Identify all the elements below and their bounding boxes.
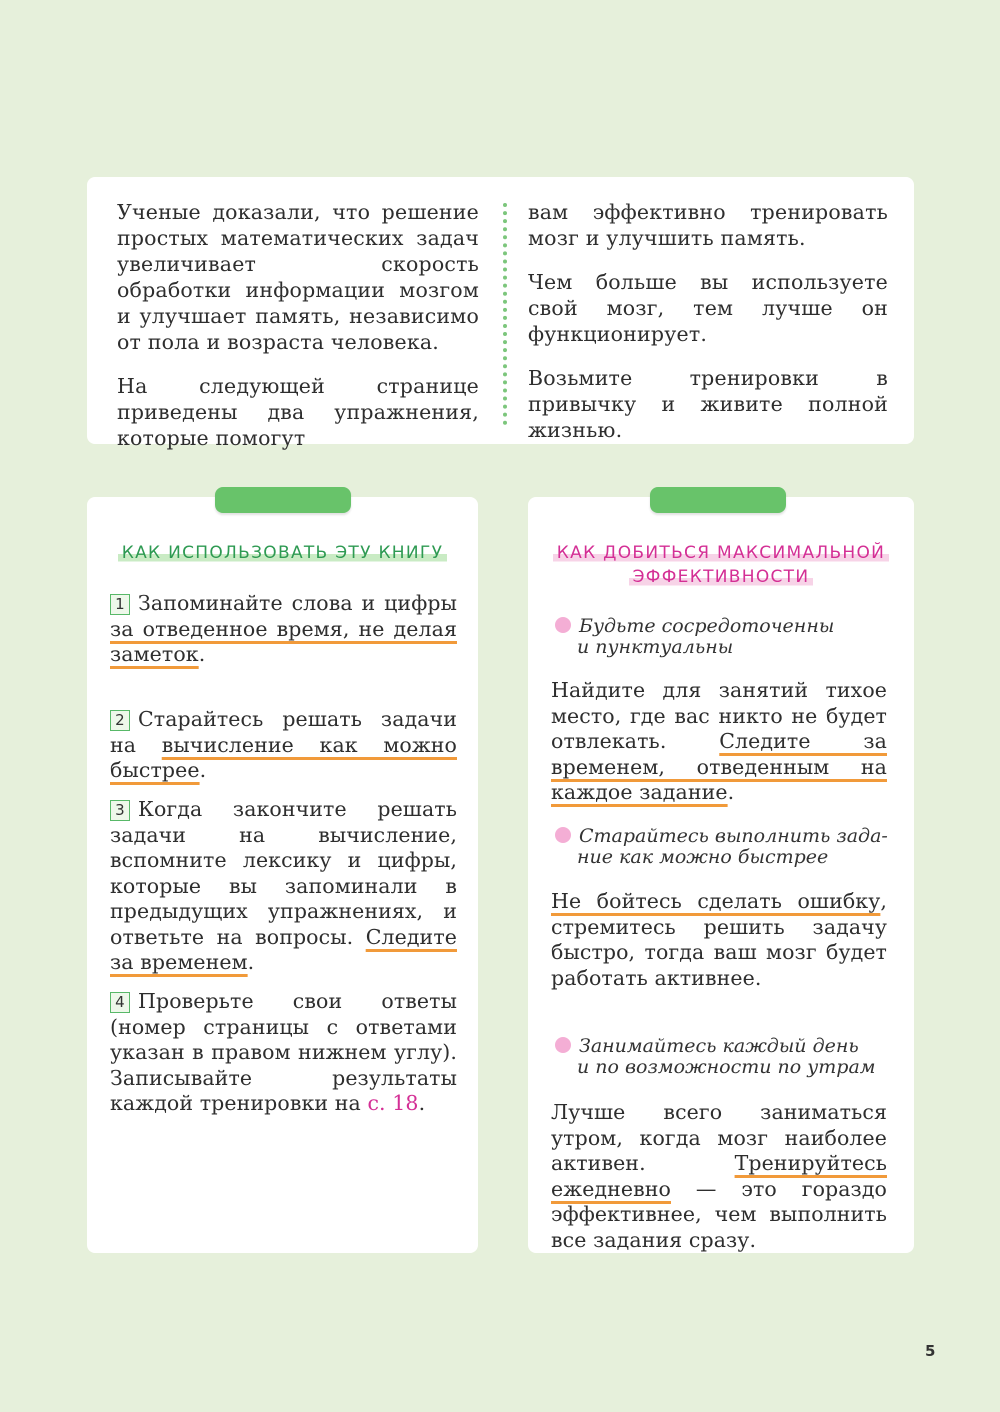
step-item: 4 Проверьте свои ответы (номер страницы с ответами указан в правом нижнем углу). Записывайте результаты каждой тренировки на с. 18. [110,989,457,1115]
highlight: Следите за временем, отведенным на каждое задание [551,729,887,804]
card-tab [650,487,786,513]
intro-card [87,177,914,450]
tip-title: Будьте сосредоточенны и пунктуальны [555,616,895,658]
how-to-use-card [87,497,478,1253]
column-divider [503,203,507,425]
bullet-dot-icon [555,1037,571,1053]
page-link[interactable]: с. 18 [367,1091,419,1115]
tip-title: Старайтесь выполнить зада- ние как можно быстрее [555,826,895,868]
highlight: Следите за временем [110,924,457,974]
intro-paragraph: вам эффективно тренировать мозг и улучшить память. [528,200,888,250]
max-effect-heading: КАК ДОБИТЬСЯ МАКСИМАЛЬНОЙ ЭФФЕКТИВНОСТИ [528,541,914,589]
step-item: 3 Когда закончите решать задачи на вычисление, вспомните лексику и цифры, которые вы запоминали в предыдущих упражнениях, и ответьте на вопросы. Следите за временем. [110,797,457,974]
intro-paragraph: На следующей странице приведены два упражнения, которые помогут [117,374,479,450]
highlight: за отведенное время, не делая заметок [110,616,457,666]
card-tab [215,487,351,513]
tip-text: Не бойтесь сделать ошибку, стремитесь решить задачу быстро, тогда ваш мозг будет работать активнее. [551,889,887,990]
page-number: 5 [925,1342,936,1360]
bullet-dot-icon [555,827,571,843]
highlight: Не бойтесь сделать ошибку [551,889,881,913]
step-number: 2 [110,710,130,731]
tip-text: Найдите для занятий тихое место, где вас никто не будет отвлекать. Следите за временем, отведенным на каждое задание. [551,678,887,804]
intro-left-column [117,199,479,469]
tip-title: Занимайтесь каждый день и по возможности по утрам [555,1036,895,1078]
bullet-dot-icon [555,617,571,633]
step-item: 2 Старайтесь решать задачи на вычисление как можно быстрее. [110,707,457,782]
step-number: 1 [110,594,130,615]
step-number: 4 [110,992,130,1013]
step-number: 3 [110,800,130,821]
step-item: 1 Запоминайте слова и цифры за отведенное время, не делая заметок. [110,591,457,666]
intro-right-column [528,199,888,461]
intro-paragraph: Возьмите тренировки в привычку и живите полной жизнью. [528,366,888,442]
how-to-use-heading: КАК ИСПОЛЬЗОВАТЬ ЭТУ КНИГУ [87,541,478,565]
highlight: Тренируйтесь ежедневно [551,1151,887,1201]
highlight: вычисление как можно быстрее [110,732,457,782]
max-effect-card [528,497,914,1253]
intro-paragraph: Чем больше вы используете свой мозг, тем лучше он функционирует. [528,270,888,346]
intro-paragraph: Ученые доказали, что решение простых математических задач увеличивает скорость обработки информации мозгом и улучшает память, независимо от пола и возраста человека. [117,200,479,354]
tip-text: Лучше всего заниматься утром, когда мозг наиболее активен. Тренируйтесь ежедневно — это гораздо эффективнее, чем выполнить все задания сразу. [551,1100,887,1252]
